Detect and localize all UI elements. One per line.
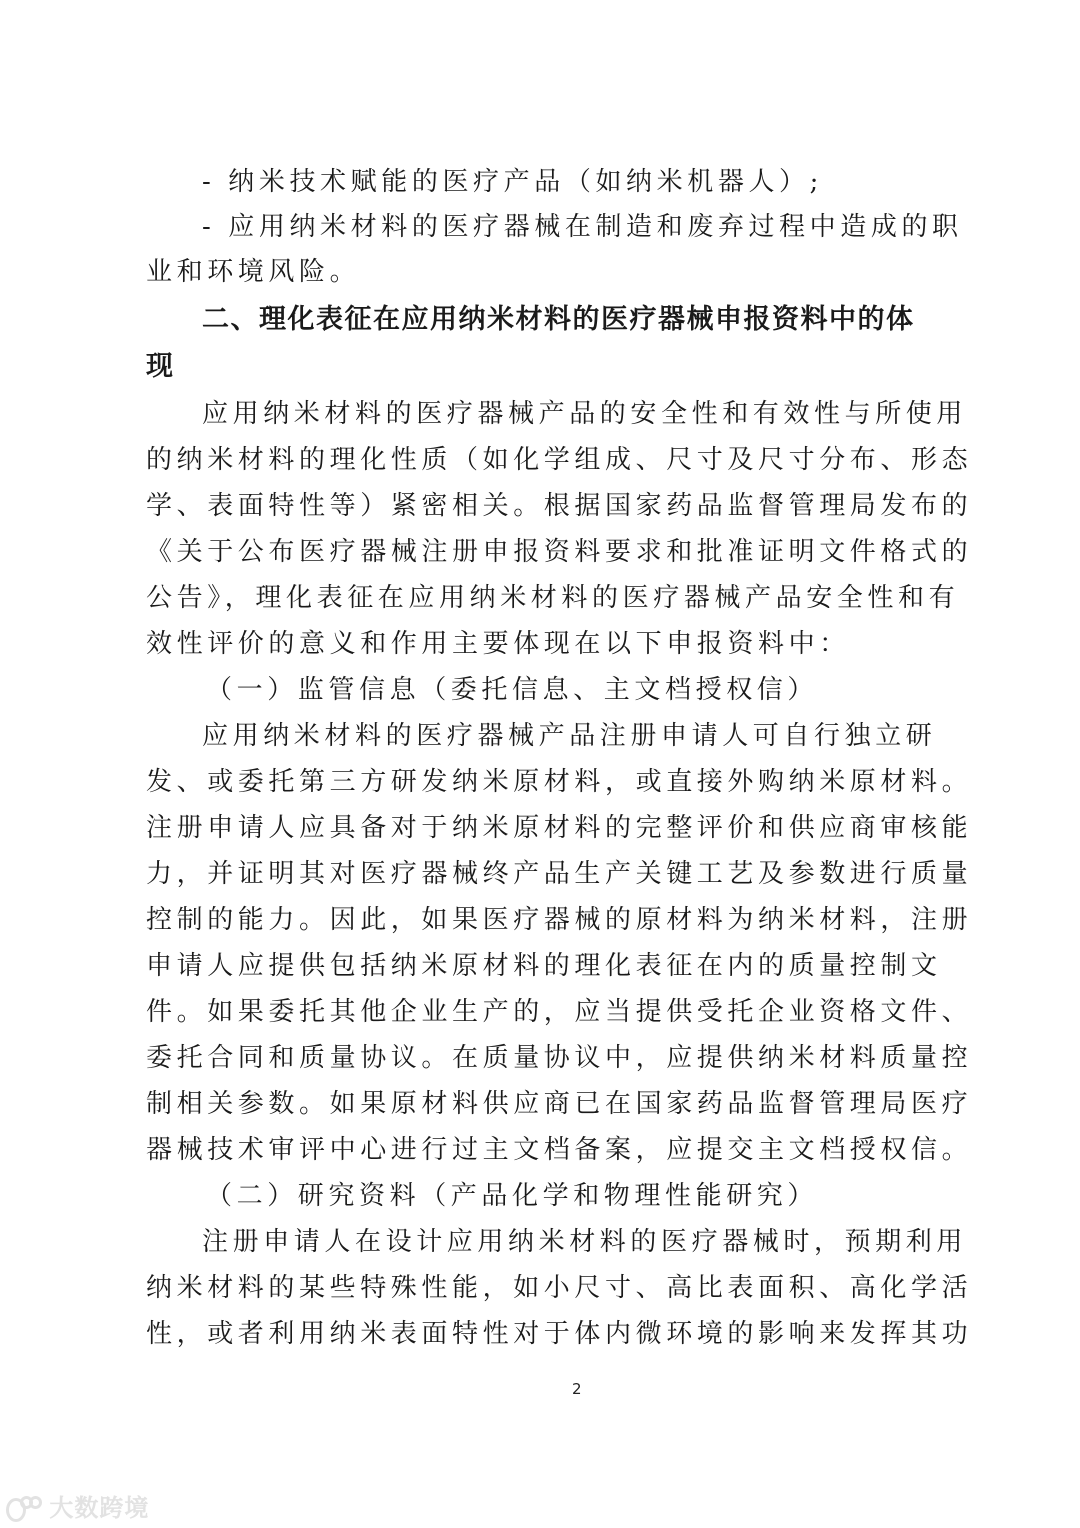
line-1: - 应用纳米材料的医疗器械在制造和废弃过程中造成的职 <box>202 212 963 242</box>
line-17: 申请人应提供包括纳米原材料的理化表征在内的质量控制文 <box>146 951 942 981</box>
line-19: 委托合同和质量协议。在质量协议中，应提供纳米材料质量控 <box>146 1043 973 1073</box>
subheading-1: （一）监管信息（委托信息、主文档授权信） <box>206 675 819 705</box>
section-heading-cont: 现 <box>146 351 175 382</box>
line-10: 效性评价的意义和作用主要体现在以下申报资料中： <box>146 629 850 659</box>
line-12: 应用纳米材料的医疗器械产品注册申请人可自行独立研 <box>202 721 937 751</box>
section-heading: 二、理化表征在应用纳米材料的医疗器械申报资料中的体 <box>202 304 915 335</box>
line-9: 公告》，理化表征在应用纳米材料的医疗器械产品安全性和有 <box>146 583 960 613</box>
page-number: 2 <box>572 1380 582 1398</box>
line-6: 的纳米材料的理化性质（如化学组成、尺寸及尺寸分布、形态 <box>146 445 973 475</box>
line-8: 《关于公布医疗器械注册申报资料要求和批准证明文件格式的 <box>146 537 973 567</box>
watermark-logo-icon <box>6 1496 40 1522</box>
line-24: 纳米材料的某些特殊性能，如小尺寸、高比表面积、高化学活 <box>146 1273 973 1303</box>
line-0: - 纳米技术赋能的医疗产品（如纳米机器人）; <box>202 167 824 197</box>
line-20: 制相关参数。如果原材料供应商已在国家药品监督管理局医疗 <box>146 1089 973 1119</box>
subheading-2: （二）研究资料（产品化学和物理性能研究） <box>206 1181 819 1211</box>
line-18: 件。如果委托其他企业生产的，应当提供受托企业资格文件、 <box>146 997 973 1027</box>
line-15: 力，并证明其对医疗器械终产品生产关键工艺及参数进行质量 <box>146 859 973 889</box>
line-7: 学、表面特性等）紧密相关。根据国家药品监督管理局发布的 <box>146 491 973 521</box>
watermark <box>6 1488 149 1523</box>
line-5: 应用纳米材料的医疗器械产品的安全性和有效性与所使用 <box>202 399 968 429</box>
line-23: 注册申请人在设计应用纳米材料的医疗器械时，预期利用 <box>202 1227 968 1257</box>
line-2: 业和环境风险。 <box>146 257 361 287</box>
line-25: 性，或者利用纳米表面特性对于体内微环境的影响来发挥其功 <box>146 1319 973 1349</box>
line-14: 注册申请人应具备对于纳米原材料的完整评价和供应商审核能 <box>146 813 973 843</box>
line-16: 控制的能力。因此，如果医疗器械的原材料为纳米材料，注册 <box>146 905 973 935</box>
line-13: 发、或委托第三方研发纳米原材料，或直接外购纳米原材料。 <box>146 767 973 797</box>
watermark-text: 大数跨境 <box>49 1494 150 1522</box>
line-21: 器械技术审评中心进行过主文档备案，应提交主文档授权信。 <box>146 1135 973 1165</box>
